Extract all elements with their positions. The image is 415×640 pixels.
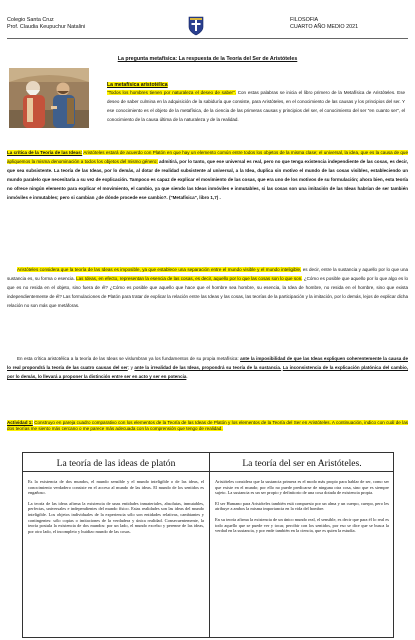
aristotle-paragraph: Aristóteles considera que la sustancia primera es el modo más propio para hablar de ser, como ser que existe en el mundo; por ello no puede predicarse de ninguna otra cosa, sino que es siempre sujeto. La sustancia es un ser propio y definitorio de una cosa dotada de existencia propia. <box>215 479 389 496</box>
section2-underline3: La inconsistencia de la explicación platónica del cambio, por lo demás, lo llevará a proponer la distinción entre ser en acto y ser en potencia <box>7 364 408 379</box>
aristotle-quote: "Todos los hombres tienen por naturaleza el deseo de saber". <box>107 90 236 95</box>
section2-highlight2: Aristóteles considera que la teoría de las Ideas es imposible, ya que establece una separación entre el mundo visible y el mundo inteligible, <box>17 267 302 272</box>
comparison-table <box>22 452 394 638</box>
activity-text: Construyo en pareja cuadro comparativo con los elementos de la Teoría de las Ideas de Platón y los elementos de la Teoría del Ser en Aristóteles. A continuación, indico con cuál de las dos teorías me siento más cercano o me parece más adecuada con la comprensión que tengo de realidad. <box>7 420 408 432</box>
table-column-divider <box>209 453 210 637</box>
activity-label: Actividad 1: <box>7 420 33 425</box>
section1-text-top <box>107 89 405 125</box>
table-header-plato: La teoría de las ideas de platón <box>56 458 176 469</box>
plato-paragraph: Es la existencia de dos mundos, el mundo sensible y el mundo inteligible o de las ideas, el conocimiento verdadero consiste en el acceso al mundo de las ideas. El mundo de los sentidos es engañoso. <box>28 479 204 496</box>
subject-name: FILOSOFIA <box>290 17 319 23</box>
table-header-aristotle: La teoría del ser en Aristóteles. <box>242 458 362 469</box>
table-cell-plato <box>28 479 204 539</box>
plato-paragraph: La teoría de las ideas afirma la existencia de unas entidades inmateriales, absolutas, inmutables, perfectas, universales e independientes del mundo físico. Estas realidades son las ideas del mundo inteligible. Los objetos individuales de la experiencia sólo son entidades relativas, cambiantes y contingentes: sólo copias o imitaciones de la verdadera y única realidad. Consecuentemente, la teoría postula la existencia de dos mundos: por un lado, el mundo excelso y perenne de las ideas, por otro lado, el incompleto y huidizo mundo de las cosas. <box>28 500 204 534</box>
aristotle-paragraph: En su teoría afirma la existencia de un único mundo real, el sensible, es decir que para él lo real es todo aquello que se puede ver y tocar, percibir con los sentidos, por eso se dice que se busca la verdad en la sustancia, y por ende también en la ciencia, que es quien la estudia. <box>215 516 389 534</box>
section1-heading-wrap <box>107 82 168 88</box>
section2-underline2: ante la irrealidad de las Ideas, propondrá su teoría de la sustancia. <box>134 364 282 370</box>
section2-highlight1: Aristóteles estará de acuerdo con Platón en que hay un elemento común entre todos los objetos de la misma clase; el universal, la idea, que es la causa de que apliquemos la misma denominación a todos los objetos del mismo género; <box>7 150 408 164</box>
page-title: La pregunta metafísica: La respuesta de la Teoría del Ser de Aristóteles <box>117 56 298 62</box>
teacher-name: Prof. Claudia Keupuchur Natalini <box>7 23 86 30</box>
grade-label: CUARTO AÑO MEDIO 2021 <box>290 23 359 30</box>
section2-paragraph1 <box>7 149 408 202</box>
philosophers-fresco-image <box>9 68 89 128</box>
section2-text2: es decir, entre la sustancia y aquello por lo que una sustancia es, su forma o esencia. <box>7 267 409 281</box>
section2-underline1: ante la imposibilidad de que las Ideas expliquen coherentemente la causa de lo real propondrá la teoría de las cuatro causas del ser <box>7 356 408 370</box>
activity-block <box>7 420 408 433</box>
header-right <box>290 17 408 30</box>
section2-text3: ¿Cómo es posible que aquello por lo que algo es lo que es no resida en el objeto, sino fuera de él? ¿Cómo es posible que aquello que hace que el hombre sea hombre, su esencia, la Idea de hombre, no resida en el hombre, sino que exista independientemente de él? Las formulaciones de Platón para tratar de explicar la relación entre las Ideas y las cosas, las teorías de la participación y la imitación, por lo demás, lejos de explicar dicha relación no son más que metáforas. <box>7 275 409 308</box>
section2-text5: ; y <box>127 364 133 370</box>
table-cell-aristotle <box>215 479 389 539</box>
section2-text4: En esta crítica aristotélica a la teoría de las Ideas se vislumbran ya los fundamentos de su propia metafísica: <box>17 356 239 361</box>
header-divider <box>7 38 408 39</box>
section2-highlight3: Las Ideas, en efecto, representan la esencia de las cosas, es decir, aquello por lo que las cosas son lo que son. <box>76 275 303 281</box>
section1-heading: La metafísica aristotélica <box>107 82 168 88</box>
section2-text1: admitirá, por lo tanto, que ese universal es real, pero no que tenga existencia independiente de las cosas, es decir, que sea subsistente. La teoría de las Ideas, por lo demás, al dotar de realidad subsistente al universal, a la Idea, duplica sin motivo el mundo de las cosas visibles, estableciendo un mundo paralelo que necesitaría a su vez de explicación. Tampoco es capaz de explicar el movimiento de las cosas, que era uno de los motivos de su formulación; ahora bien, esta teoría no ofrece ningún elemento para explicar el movimiento, el cambio, ya que siendo las Ideas inmóviles e inmutables, si las cosas son una imitación de las Ideas habrían de ser también inmóviles e inmutables; pero si cambian ¿de dónde procede ese cambio?. ("Metafísica", libro 1,7) . <box>7 158 408 200</box>
section1-paragraph: Con estas palabras se inicia el libro primero de la Metafísica de Aristóteles. Ese deseo de saber culmina en la adquisición de la sabiduría que consiste, para Aristóteles, en el conocimiento de las causas y los principios del ser. Y ese conocimiento es el objeto de la metafísica, de la ciencia de las primeras causas y principios del ser, el conocimiento del ser "en cuanto ser", el conocimiento de la causa última de la naturaleza y de la realidad. <box>107 90 405 122</box>
section2-paragraph3 <box>7 355 408 382</box>
school-name: Colegio Santa Cruz <box>7 17 54 23</box>
section2-paragraph2 <box>7 266 408 311</box>
aristotle-paragraph: El ser Humano para Aristóteles también está compuesto por un alma y un cuerpo, cuerpo, pero les atribuye a ambos la misma importancia en la vida del hombre. <box>215 500 389 512</box>
section2-text6: . <box>186 373 188 379</box>
header-left <box>7 17 147 30</box>
school-crest-icon <box>188 16 204 36</box>
table-header-divider <box>23 471 393 472</box>
section2-heading: La crítica de la Teoría de las Ideas: <box>7 150 83 155</box>
